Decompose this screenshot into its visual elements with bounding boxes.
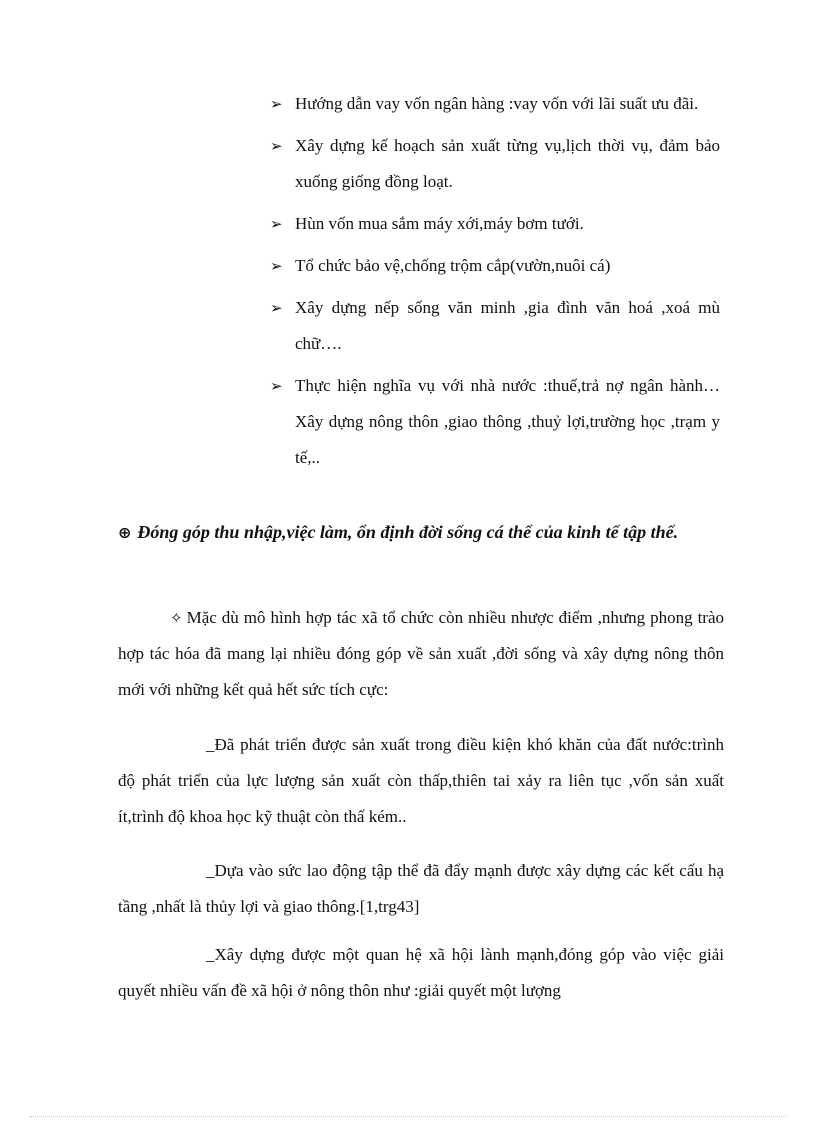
section-heading [118, 514, 724, 551]
bullet-item [270, 290, 720, 362]
arrowhead-bullet-icon: ➢ [270, 137, 283, 155]
bullet-text: Thực hiện nghĩa vụ với nhà nước :thuế,trả nợ ngân hành…Xây dựng nông thôn ,giao thông ,thuỷ lợi,trường học ,trạm y tế,.. [295, 376, 720, 467]
paragraph-text: Mặc dù mô hình hợp tác xã tổ chức còn nhiều nhược điểm ,nhưng phong trào hợp tác hóa đã mang lại nhiều đóng góp về sản xuất ,đời sống và xây dựng nông thôn mới với những kết quả hết sức tích cực: [118, 608, 724, 699]
paragraph-social [118, 937, 724, 1009]
bullet-item [270, 86, 720, 122]
arrowhead-bullet-icon: ➢ [270, 377, 283, 395]
paragraph-text: _Đã phát triển được sản xuất trong điều kiện khó khăn của đất nước:trình độ phát triển của lực lượng sản xuất còn thấp,thiên tai xảy ra liên tục ,vốn sản xuất ít,trình độ khoa học kỹ thuật còn thấ kém.. [118, 735, 724, 826]
paragraph-intro [118, 600, 724, 708]
bullet-text: Hùn vốn mua sắm máy xới,máy bơm tưới. [295, 214, 584, 233]
arrowhead-bullet-icon: ➢ [270, 95, 283, 113]
circled-cross-icon: ⊕ [118, 523, 132, 542]
arrowhead-bullet-icon: ➢ [270, 257, 283, 275]
paragraph-text: _Xây dựng được một quan hệ xã hội lành mạnh,đóng góp vào việc giải quyết nhiều vấn đề xã hội ở nông thôn như :giải quyết một lượng [118, 945, 724, 1000]
paragraph-production [118, 727, 724, 835]
bullet-text: Xây dựng nếp sống văn minh ,gia đình văn hoá ,xoá mù chữ…. [295, 298, 720, 353]
four-point-star-icon: ✧ [170, 609, 183, 627]
bullet-text: Tổ chức bảo vệ,chống trộm cắp(vườn,nuôi cá) [295, 256, 611, 275]
bullet-item [270, 128, 720, 200]
page-bottom-divider [30, 1116, 786, 1117]
bullet-item [270, 248, 720, 284]
bullet-item [270, 206, 720, 242]
arrowhead-bullet-icon: ➢ [270, 299, 283, 317]
paragraph-text: _Dựa vào sức lao động tập thể đã đẩy mạnh được xây dựng các kết cấu hạ tầng ,nhất là thủy lợi và giao thông.[1,trg43] [118, 861, 724, 916]
bullet-list [270, 86, 720, 482]
bullet-text: Xây dựng kế hoạch sản xuất từng vụ,lịch thời vụ, đảm bảo xuống giống đồng loạt. [295, 136, 720, 191]
bullet-text: Hướng dẫn vay vốn ngân hàng :vay vốn với lãi suất ưu đãi. [295, 94, 699, 113]
bullet-item [270, 368, 720, 476]
paragraph-infrastructure [118, 853, 724, 925]
arrowhead-bullet-icon: ➢ [270, 215, 283, 233]
section-heading-text: Đóng góp thu nhập,việc làm, ổn định đời sống cá thể của kinh tế tập thể. [137, 522, 679, 542]
